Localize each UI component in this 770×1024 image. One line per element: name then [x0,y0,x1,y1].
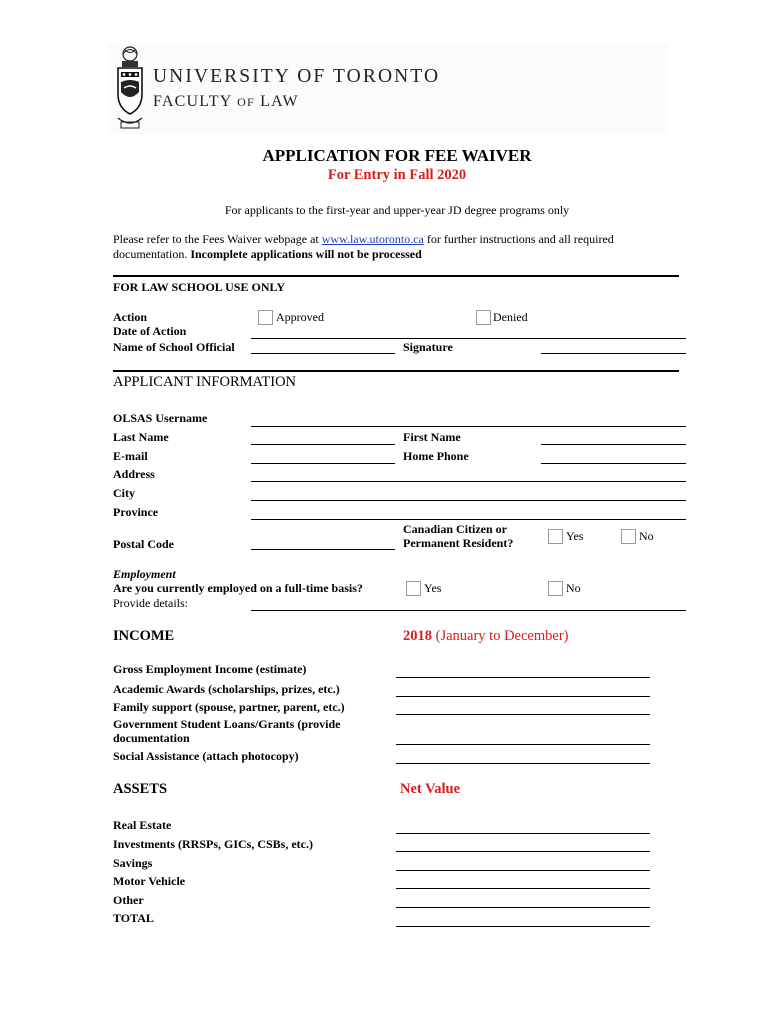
family-support-label: Family support (spouse, partner, parent, etc.) [113,700,345,714]
address-label: Address [113,467,155,481]
savings-label: Savings [113,856,153,870]
student-loans-line2: documentation [113,731,190,745]
first-name-field[interactable] [541,444,686,445]
olsas-username-field[interactable] [251,426,686,427]
employed-no-label: No [566,581,581,595]
student-loans-field[interactable] [396,744,650,745]
social-assistance-field[interactable] [396,763,650,764]
citizen-no-checkbox[interactable] [621,529,636,544]
employment-question: Are you currently employed on a full-time basis? [113,581,363,595]
refer-text-line2: documentation. [113,247,191,261]
citizen-yes-label: Yes [566,529,584,543]
refer-text [113,232,713,262]
refer-text-post: for further instructions and all required [423,232,614,246]
social-assistance-label: Social Assistance (attach photocopy) [113,749,299,763]
page-title: APPLICATION FOR FEE WAIVER [262,146,532,165]
total-field[interactable] [396,926,650,927]
citizen-yes-checkbox[interactable] [548,529,563,544]
city-field[interactable] [251,500,686,501]
income-period [403,628,568,645]
denied-label: Denied [493,310,528,324]
gross-income-field[interactable] [396,677,650,678]
date-of-action-label: Date of Action [113,324,187,338]
student-loans-line1: Government Student Loans/Grants (provide [113,717,341,731]
incomplete-warning: Incomplete applications will not be processed [190,247,422,261]
denied-checkbox[interactable] [476,310,491,325]
net-value-heading: Net Value [400,781,461,797]
home-phone-field[interactable] [541,463,686,464]
gross-income-label: Gross Employment Income (estimate) [113,662,307,676]
investments-label: Investments (RRSPs, GICs, CSBs, etc.) [113,837,313,851]
olsas-username-label: OLSAS Username [113,411,208,425]
applicant-info-heading: APPLICANT INFORMATION [113,374,297,390]
academic-awards-field[interactable] [396,696,650,697]
family-support-field[interactable] [396,714,650,715]
academic-awards-label: Academic Awards (scholarships, prizes, etc.) [113,682,340,696]
last-name-field[interactable] [251,444,395,445]
employed-yes-checkbox[interactable] [406,581,421,596]
address-field[interactable] [251,481,686,482]
refer-text-pre: Please refer to the Fees Waiver webpage at [113,232,322,246]
assets-heading: ASSETS [113,781,168,797]
faculty-word: FACULTY [153,93,232,110]
intro-text: For applicants to the first-year and upper-year JD degree programs only [224,203,570,217]
employed-yes-label: Yes [424,581,442,595]
income-period-text: (January to December) [432,628,569,644]
school-official-label: Name of School Official [113,340,235,354]
real-estate-label: Real Estate [113,818,172,832]
employed-no-checkbox[interactable] [548,581,563,596]
other-field[interactable] [396,907,650,908]
motor-vehicle-field[interactable] [396,888,650,889]
email-field[interactable] [251,463,395,464]
home-phone-label: Home Phone [403,449,469,463]
faculty-law-word: LAW [260,93,299,110]
email-label: E-mail [113,449,148,463]
postal-code-label: Postal Code [113,537,174,551]
citizen-no-label: No [639,529,654,543]
first-name-label: First Name [403,430,461,444]
total-label: TOTAL [113,911,154,925]
postal-code-field[interactable] [251,549,395,550]
logo-background [108,44,668,134]
school-use-heading: FOR LAW SCHOOL USE ONLY [113,280,286,294]
other-label: Other [113,893,144,907]
signature-field[interactable] [541,353,686,354]
section-divider [113,370,679,372]
real-estate-field[interactable] [396,833,650,834]
faculty-of-word: OF [237,95,255,109]
income-year: 2018 [403,628,432,644]
section-divider [113,275,679,277]
savings-field[interactable] [396,870,650,871]
page-subtitle: For Entry in Fall 2020 [327,167,467,183]
action-label: Action [113,310,147,324]
signature-label: Signature [403,340,453,354]
city-label: City [113,486,135,500]
province-field[interactable] [251,519,686,520]
motor-vehicle-label: Motor Vehicle [113,874,186,888]
employment-heading: Employment [113,567,176,581]
citizen-question [403,522,513,550]
approved-label: Approved [276,310,324,324]
approved-checkbox[interactable] [258,310,273,325]
employment-details-label: Provide details: [113,596,188,610]
school-official-field[interactable] [251,353,395,354]
income-heading: INCOME [113,628,175,644]
last-name-label: Last Name [113,430,169,444]
date-of-action-field[interactable] [251,338,686,339]
university-name: UNIVERSITY OF TORONTO [153,66,441,87]
province-label: Province [113,505,159,519]
student-loans-label [113,717,340,745]
employment-details-field[interactable] [251,610,686,611]
webpage-link[interactable]: www.law.utoronto.ca [321,232,424,246]
university-crest-icon [112,44,148,132]
faculty-name [153,93,299,111]
investments-field[interactable] [396,851,650,852]
citizen-question-line1: Canadian Citizen or [403,522,508,536]
citizen-question-line2: Permanent Resident? [403,536,514,550]
